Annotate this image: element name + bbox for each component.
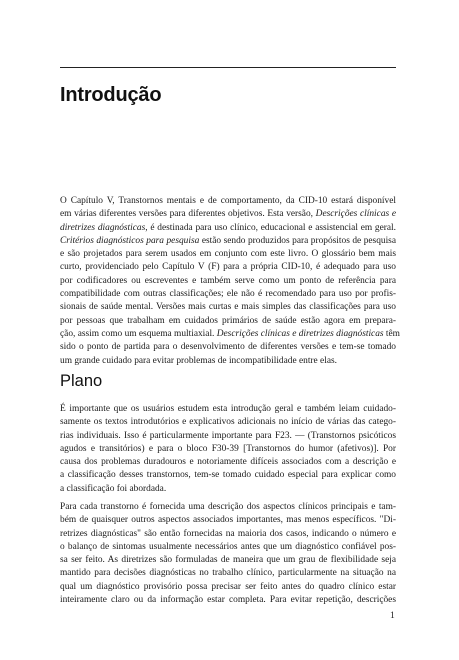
text-run: por pessoas que trabalham em cuidados primários de saúde estão agora em prepara-	[60, 315, 396, 326]
text-run: bém de quaisquer outros aspectos associados importantes, mas menos específicos. "Di-	[60, 515, 396, 526]
intro-paragraph	[60, 195, 400, 368]
text-run: qual um diagnóstico provisório possa precisar ser feito antes do quadro clínico estar	[60, 581, 396, 592]
text-line	[60, 581, 396, 594]
text-run: mantido para decisões diagnósticas no trabalho clínico, particularmente na situação na	[60, 568, 396, 579]
text-run: retrizes diagnósticas" são então fornecidas na maioria dos casos, indicando o número e	[60, 528, 396, 539]
text-line	[60, 288, 396, 301]
text-run: o balanço de sintomas usualmente necessários antes que um diagnóstico confiável pos-	[60, 541, 396, 552]
text-line	[60, 501, 396, 514]
text-run: e são projetados para serem usados em conjunto com este livro. O glossário bem mais	[60, 249, 396, 260]
text-line	[60, 456, 396, 469]
text-run: em várias diferentes versões para diferentes objetivos. Esta versão,	[60, 209, 316, 220]
text-run: um grande cuidado para evitar problemas de incompatibilidade entre elas.	[60, 355, 337, 366]
text-line	[60, 195, 396, 208]
text-line	[60, 443, 396, 456]
text-run: por codificadores ou escreventes e também serve como um ponto de referência para	[60, 275, 396, 286]
text-line	[60, 594, 396, 607]
text-line	[60, 416, 396, 429]
text-line	[60, 248, 396, 261]
text-run: sa ser feito. As diretrizes são formuladas de maneira que um grau de flexibilidade seja	[60, 555, 396, 566]
text-run: Para cada transtorno é fornecida uma descrição dos aspectos clínicos principais e tam-	[60, 502, 396, 512]
text-run: estão sendo produzidos para propósitos de pesquisa	[199, 235, 396, 246]
page-number: 1	[390, 611, 395, 621]
text-line	[60, 469, 396, 482]
text-line	[60, 355, 396, 368]
text-run: compatibilidade com outras classificações; ele não é recomendado para uso por profis-	[60, 289, 396, 300]
text-run: inteiramente claro ou da informação estar completa. Para evitar repetição, descrições	[60, 595, 396, 606]
text-line	[60, 430, 396, 443]
plano-paragraph-2	[60, 501, 396, 607]
text-line	[60, 222, 396, 235]
text-run: O Capítulo V, Transtornos mentais e de comportamento, da CID-10 estará disponível	[60, 196, 396, 206]
text-line	[60, 567, 396, 580]
text-line	[60, 301, 396, 314]
text-line	[60, 315, 396, 328]
text-run: , é destinada para uso clínico, educacional e assistencial em geral.	[145, 222, 396, 233]
text-line	[60, 528, 396, 541]
text-line	[60, 261, 396, 274]
italic-title: Critérios diagnósticos para pesquisa	[60, 235, 200, 246]
text-line	[60, 235, 396, 248]
text-run: causa dos problemas duradouros e notoriamente difíceis associados com a descrição e	[60, 457, 396, 468]
italic-title: Descrições clínicas e	[315, 209, 396, 220]
section-heading-plano: Plano	[60, 372, 103, 390]
text-run: agudos e transitórios) e para o bloco F30-39 [Transtornos do humor (afetivos)]. Por	[60, 443, 396, 454]
text-run: sido o ponto de partida para o desenvolvimento de diferentes versões e tem-se tomado	[60, 342, 396, 353]
text-run: samente os textos introdutórios e explicativos adicionais no início de várias das catego-	[60, 417, 396, 428]
header-rule	[60, 67, 396, 68]
text-line	[60, 275, 396, 288]
italic-title: Descrições clínicas e diretrizes diagnósticas	[216, 328, 384, 339]
text-run: a classificação foi abordada.	[60, 483, 167, 494]
text-run: sionais de saúde mental. Versões mais curtas e mais simples das classificações para uso	[60, 302, 396, 313]
text-run: rias individuais. Isso é particularmente importante para F23. — (Transtornos psicóticos	[60, 430, 396, 441]
text-run: É importante que os usuários estudem esta introdução geral e também leiam cuidado-	[60, 404, 396, 414]
text-line	[60, 483, 396, 496]
text-line	[60, 341, 396, 354]
text-run: ção, assim como um esquema multiaxial.	[60, 328, 217, 339]
plano-paragraph-1	[60, 403, 396, 496]
text-line	[60, 541, 396, 554]
italic-title: diretrizes diagnósticas	[60, 222, 146, 233]
text-line	[60, 514, 396, 527]
text-run: curto, providenciado pelo Capítulo V (F) para a própria CID-10, é adequado para uso	[60, 262, 396, 273]
text-run: têm	[383, 328, 400, 339]
text-line	[60, 403, 396, 416]
text-run: a classificação desses transtornos, tem-se tomado cuidado especial para explicar como	[60, 470, 396, 481]
text-line	[60, 554, 396, 567]
text-line	[60, 208, 396, 221]
text-line	[60, 328, 400, 341]
chapter-title: Introdução	[60, 84, 162, 106]
